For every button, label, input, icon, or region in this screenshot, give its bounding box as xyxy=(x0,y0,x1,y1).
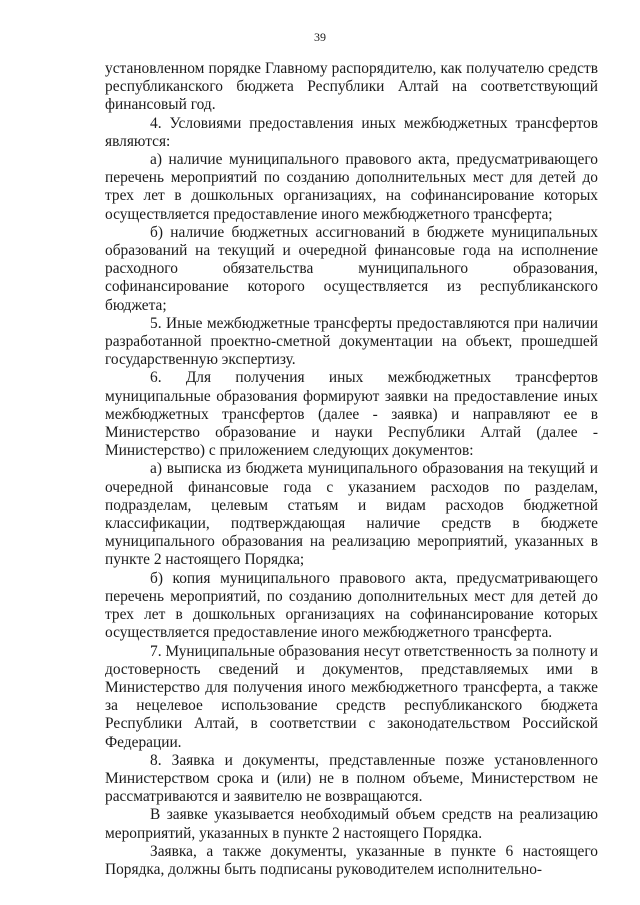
paragraph-item-6a: а) выписка из бюджета муниципального образования на текущий и очередной финансовые года с указанием расходов по разделам, подразделам, целевым статьям и видам расходов бюджетной классификации, подтверждающая наличие средств в бюджете муниципального образования на реализацию мероприятий, указанных в пункте 2 настоящего Порядка; xyxy=(105,460,598,569)
paragraph-item-4a: а) наличие муниципального правового акта, предусматривающего перечень мероприятий по созданию дополнительных мест для детей до трех лет в дошкольных организациях, на софинансирование которых осуществляется предоставление иного межбюджетного трансферта; xyxy=(105,151,598,223)
paragraph-item-4: 4. Условиями предоставления иных межбюджетных трансфертов являются: xyxy=(105,114,598,150)
paragraph-item-7: 7. Муниципальные образования несут ответственность за полноту и достоверность сведений и документов, представляемых ими в Министерство для получения иного межбюджетного трансферта, а также за нецелевое использование средств республиканского бюджета Республики Алтай, в соответствии с законодательством Российской Федерации. xyxy=(105,642,598,751)
paragraph-application-volume: В заявке указывается необходимый объем средств на реализацию мероприятий, указанных в пункте 2 настоящего Порядка. xyxy=(105,806,598,842)
paragraph-item-5: 5. Иные межбюджетные трансферты предоставляются при наличии разработанной проектно-сметной документации на объект, прошедшей государственную экспертизу. xyxy=(105,314,598,369)
paragraph-application-signature: Заявка, а также документы, указанные в пункте 6 настоящего Порядка, должны быть подписаны руководителем исполнительно- xyxy=(105,842,598,878)
paragraph-item-4b: б) наличие бюджетных ассигнований в бюджете муниципальных образований на текущий и очередной финансовые года на исполнение расходного обязательства муниципального образования, софинансирование которого осуществляется из республиканского бюджета; xyxy=(105,223,598,314)
paragraph-item-8: 8. Заявка и документы, представленные позже установленного Министерством срока и (или) не в полном объеме, Министерством не рассматриваются и заявителю не возвращаются. xyxy=(105,751,598,806)
document-body xyxy=(105,60,598,879)
page-number: 39 xyxy=(314,30,326,44)
paragraph-item-6: 6. Для получения иных межбюджетных трансфертов муниципальные образования формируют заявки на предоставление иных межбюджетных трансфертов (далее - заявка) и направляют ее в Министерство образование и науки Республики Алтай (далее - Министерство) с приложением следующих документов: xyxy=(105,369,598,460)
paragraph-item-6b: б) копия муниципального правового акта, предусматривающего перечень мероприятий, по созданию дополнительных мест для детей до трех лет в дошкольных организациях на софинансирование которых осуществляется предоставление иного межбюджетного трансферта. xyxy=(105,569,598,642)
paragraph-continuation: установленном порядке Главному распорядителю, как получателю средств республиканского бюджета Республики Алтай на соответствующий финансовый год. xyxy=(105,60,598,114)
